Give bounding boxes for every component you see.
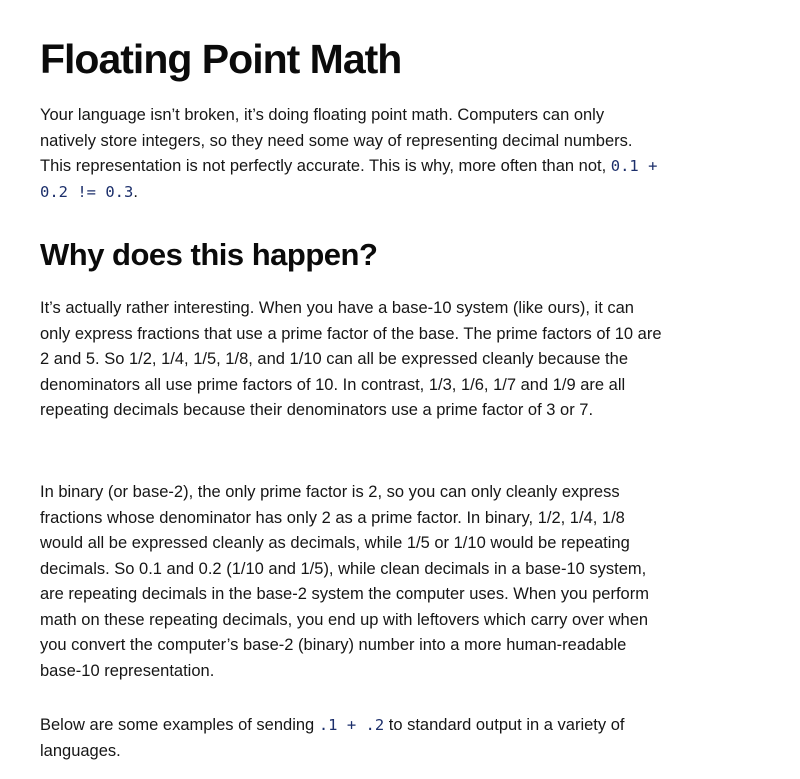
examples-code-snippet: .1 + .2 <box>318 716 385 734</box>
intro-text: Your language isn’t broken, it’s doing floating point math. Computers can only natively store integers, so they need some way of representing decimal numbers. This representation is not perfectly accurate. This is why, more often than not, <box>40 106 633 175</box>
examples-intro-text: Below are some examples of sending <box>40 716 319 734</box>
explanation-paragraph-2: In binary (or base-2), the only prime factor is 2, so you can only cleanly express fractions whose denominator has only 2 as a prime factor. In binary, 1/2, 1/4, 1/8 would all be expressed cleanly as decimals, while 1/5 or 1/10 would be repeating decimals. So 0.1 and 0.2 (1/10 and 1/5), while clean decimals in a base-10 system, are repeating decimals in the base-2 system the computer uses. When you perform math on these repeating decimals, you end up with leftovers which carry over when you convert the computer’s base-2 (binary) number into a more human-readable base-10 representation. <box>40 483 649 680</box>
intro-paragraph <box>40 103 662 205</box>
section-heading: Why does this happen? <box>40 237 378 272</box>
page-title: Floating Point Math <box>40 36 402 82</box>
explanation-paragraph-1: It’s actually rather interesting. When you have a base-10 system (like ours), it can only express fractions that use a prime factor of the base. The prime factors of 10 are 2 and 5. So 1/2, 1/4, 1/5, 1/8, and 1/10 can all be expressed cleanly because the denominators all use prime factors of 10. In contrast, 1/3, 1/6, 1/7 and 1/9 are all repeating decimals because their denominators use a prime factor of 3 or 7. <box>40 299 662 419</box>
examples-intro-text-end: to standard output in a variety of languages. <box>40 716 625 760</box>
intro-code-snippet: 0.1 + 0.2 != 0.3 <box>40 157 658 201</box>
examples-intro-paragraph <box>40 713 662 764</box>
intro-end-punctuation: . <box>133 182 138 201</box>
